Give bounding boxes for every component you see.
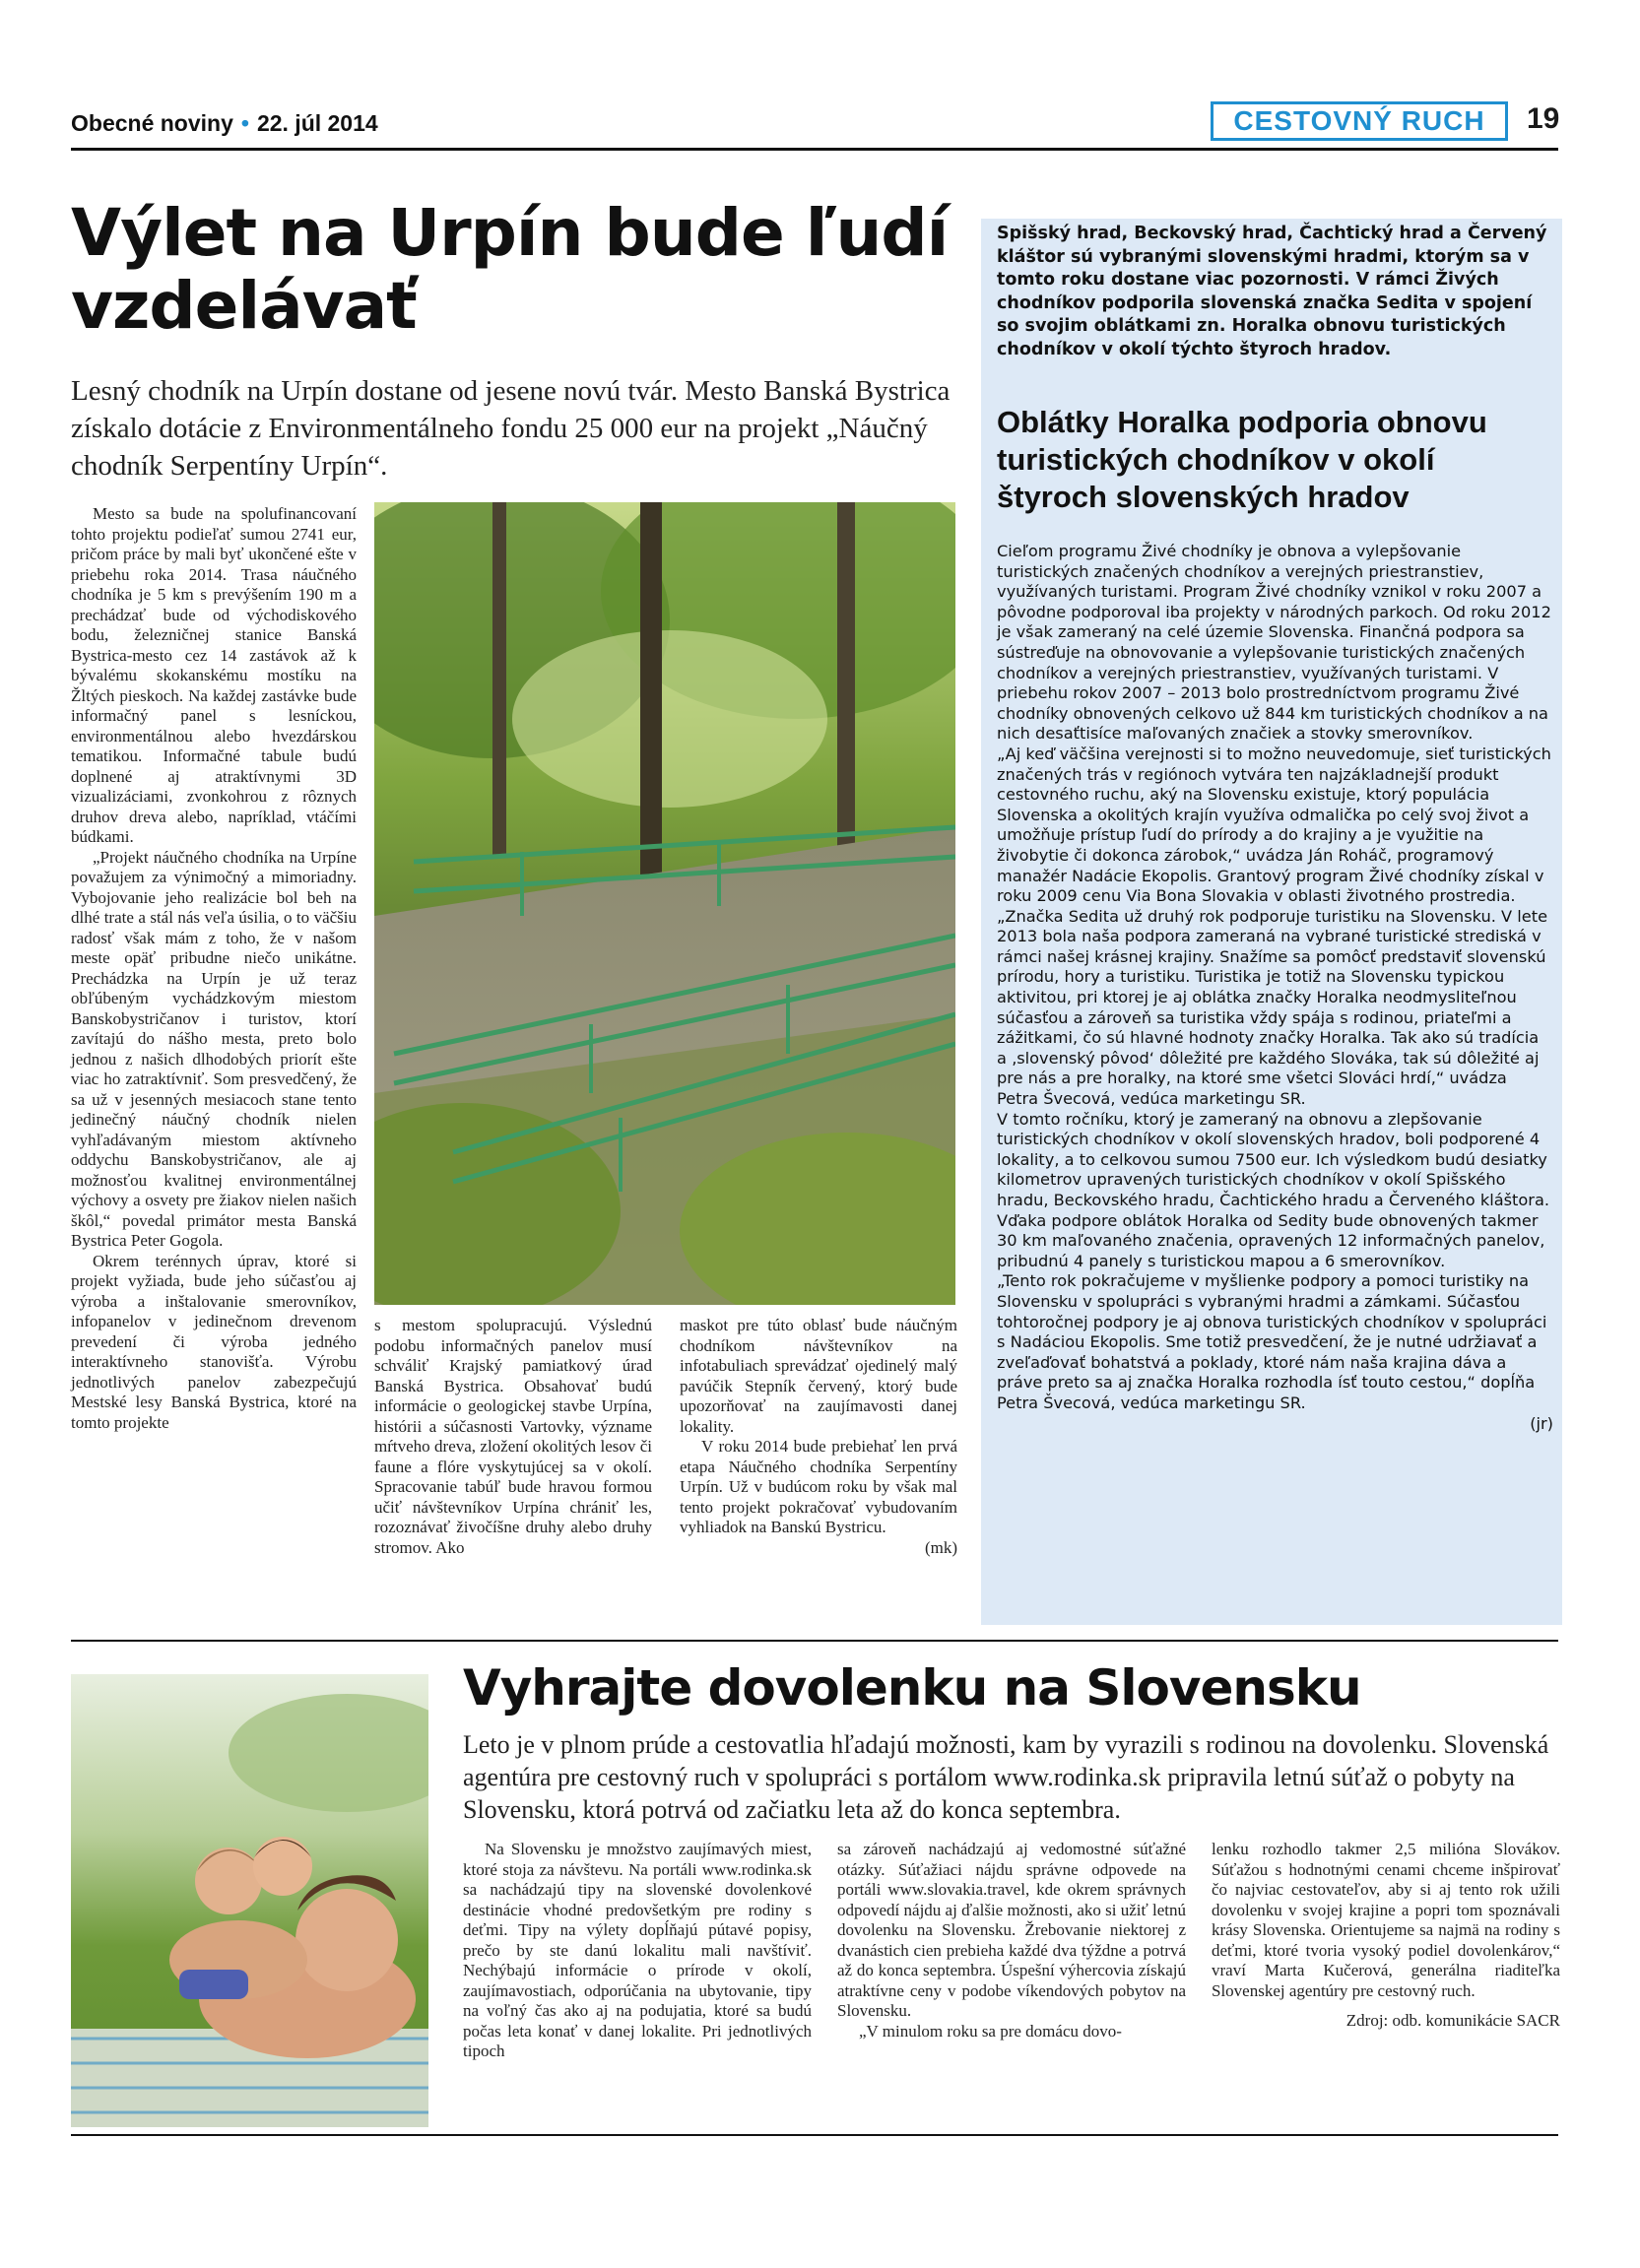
promo-credit: Zdroj: odb. komunikácie SACR [1345, 2011, 1560, 2030]
article-column-3 [680, 1316, 957, 1558]
sidebar-paragraph: „Značka Sedita už druhý rok podporuje turistiku na Slovensku. V lete 2013 bola naša podpora zameraná na vybrané turistické strediská v rámci našej krásnej krajiny. Snažíme sa pomôcť predstaviť slovenskú prírodu, hory a turistiku. Turistika je totiž na Slovensku typickou aktivitou, pri ktorej je aj oblátka značky Horalka neodmysliteľnou súčasťou a zároveň sa turistika vždy spája s rodinou, priateľmi a zážitkami, čo sú hlavné hodnoty značky Horalka. Tak ako sú tradícia a ‚slovenský pôvod‘ dôležité pre každého Slováka, tak sú dôležité aj pre nás a pre horalky, na ktoré sme všetci Slováci hrdí,“ uvádza Petra Švecová, vedúca marketingu SR. [997, 906, 1548, 1109]
top-rule [71, 148, 1558, 151]
article-paragraph: s mestom spolupracujú. Výslednú podobu informačných panelov musí schváliť Krajský pamiatkový úrad Banská Bystrica. Obsahovať budú informácie o geologickej stavbe Urpína, histórii a súčasnosti Vartovky, význame mŕtveho dreva, zložení okolitých lesov či faune a flóre vyskytujúcej sa v okolí. Spracovanie tabúľ bude hravou formou učiť návštevníkov Urpína chrániť les, rozoznávať živočíšne druhy alebo druhy stromov. Ako [374, 1316, 652, 1557]
sidebar-paragraph: Cieľom programu Živé chodníky je obnova a vylepšovanie turistických značených chodníkov a verejných priestranstiev, využívaných turistami. Program Živé chodníky vznikol v roku 2007 a pôvodne podporoval iba projekty v národných parkoch. Od roku 2012 je však zameraný na celé územie Slovenska. Finančná podpora sa sústreďuje na obnovovanie a vylepšovanie turistických značených chodníkov a verejných priestranstiev, využívaných turistami. V priebehu rokov 2007 – 2013 bolo prostredníctvom programu Živé chodníky obnovených celkovo už 844 km turistických chodníkov a na nich desaťtisíce maľovaných značiek a stovky smerovníkov. [997, 542, 1551, 744]
sidebar-paragraph: „Aj keď väčšina verejnosti si to možno neuvedomuje, sieť turistických značených trás v regiónoch vytvára ten najzákladnejší produkt cestovného ruchu, aký na Slovensku existuje, ktorý populácia Slovenska a okolitých krajín využíva odmalička po celý svoj život a umožňuje prístup ľudí do prírody a do krajiny a je využitie na živobytie či dokonca zárobok,“ uvádza Ján Roháč, programový manažér Nadácie Ekopolis. Grantový program Živé chodníky získal v roku 2009 cenu Via Bona Slovakia v oblasti životného prostredia. [997, 744, 1551, 906]
article-paragraph: Mesto sa bude na spolufinancovaní tohto projektu podieľať sumou 2741 eur, pričom práce by mali byť ukončené ešte v priebehu roka 2014. Trasa náučného chodníka je 5 km s prevýšením 190 m a prechádzať bude od východiskového bodu, železničnej stanice Banská Bystrica-mesto cez 14 zastávok až k bývalému skokanskému mostíku na Žltých pieskoch. Na každej zastávke bude informačný panel s lesníckou, environmentálnou alebo hvezdárskou tematikou. Informačné tabule budú doplnené aj atraktívnymi 3D vizualizáciami, zvonkohrou z rôznych druhov dreva alebo, napríklad, vtáčími búdkami. [71, 504, 357, 846]
article-paragraph: Okrem terénnych úprav, ktoré si projekt vyžiada, bude jeho súčasťou aj výroba a inštalovanie smerovníkov, infopanelov v jedinečnom drevenom prevedení či výroba jedného interaktívneho stanovišťa. Výrobu jednotlivých panelov zabezpečujú Mestské lesy Banská Bystrica, ktoré na tomto projekte [71, 1251, 357, 1432]
paper-name: Obecné noviny [71, 110, 233, 136]
section-rule [71, 1640, 1558, 1642]
masthead [71, 110, 378, 137]
article-column-1 [71, 504, 357, 1433]
promo-column-2 [837, 1840, 1186, 2041]
section-tag: CESTOVNÝ RUCH [1211, 101, 1508, 141]
issue-date: 22. júl 2014 [256, 110, 378, 136]
article-headline: Výlet na Urpín bude ľudí vzdelávať [71, 195, 949, 344]
sidebar-credit: (jr) [1530, 1413, 1553, 1433]
article-paragraph: maskot pre túto oblasť bude náučným chodníkom návštevníkov na infotabuliach sprevádzať ojedinelý malý pavúčik Stepník červený, ktorý bude upozorňovať na zaujímavosti danej lokality. [680, 1316, 957, 1436]
sidebar-intro: Spišský hrad, Beckovský hrad, Čachtický hrad a Červený kláštor sú vybranými slovenskými hradmi, ktorým sa v tomto roku dostane viac pozornosti. V rámci Živých chodníkov podporila slovenská značka Sedita v spojení so svojim oblátkami zn. Horalka obnovu turistických chodníkov v okolí týchto štyroch hradov. [997, 224, 1547, 359]
sidebar-body [997, 542, 1553, 1434]
separator-dot: • [240, 110, 249, 136]
article-lead: Lesný chodník na Urpín dostane od jesene novú tvár. Mesto Banská Bystrica získalo dotácie z Environmentálneho fondu 25 000 eur na projekt „Náučný chodník Serpentíny Urpín“. [71, 375, 951, 482]
promo-paragraph: Na Slovensku je množstvo zaujímavých miest, ktoré stoja za návštevu. Na portáli www.rodinka.sk sa nachádzajú tipy na slovenské dovolenkové destinácie vhodné predovšetkým pre rodiny s deťmi. Tipy na výlety dopĺňajú pútavé popisy, prečo by ste danú lokalitu mali navštíviť. Nechýbajú informácie o prírode v okolí, zaujímavostiach, odporúčania na ubytovanie, tipy na voľný čas ako aj na podujatia, ktoré sa budú počas leta konať v danej lokalite. Pri jednotlivých tipoch [463, 1840, 812, 2060]
page-number: 19 [1527, 102, 1560, 135]
promo-lead: Leto je v plnom prúde a cestovatlia hľadajú možnosti, kam by vyrazili s rodinou na dovolenku. Slovenská agentúra pre cestovný ruch v spolupráci s portálom www.rodinka.sk pripravila letnú súťaž o pobyty na Slovensku, ktorá potrvá od začiatku leta až do konca septembra. [463, 1730, 1549, 1824]
article-paragraph: V roku 2014 bude prebiehať len prvá etapa Náučného chodníka Serpentíny Urpín. Už v budúcom roku by však mal tento projekt pokračovať vybudovaním vyhliadok na Banskú Bystricu. [680, 1437, 957, 1536]
family-photo [71, 1674, 428, 2127]
promo-column-3 [1212, 1840, 1560, 2032]
bottom-rule [71, 2134, 1558, 2136]
sidebar-paragraph: „Tento rok pokračujeme v myšlienke podpory a pomoci turistiky na Slovensku v spolupráci s vybranými hradmi a zámkami. Súčasťou tohtoročnej podpory je aj obnova turistických chodníkov v spolupráci s Nadáciou Ekopolis. Sme totiž presvedčení, že je nutné udržiavať a zveľaďovať bohatstvá a poklady, ktoré nám naša krajina dáva a práve preto sa aj značka Horalka rozhodla ísť touto cestou,“ dopĺňa Petra Švecová, vedúca marketingu SR. [997, 1271, 1547, 1412]
promo-headline: Vyhrajte dovolenku na Slovensku [463, 1659, 1361, 1717]
article-paragraph: „Projekt náučného chodníka na Urpíne považujem za výnimočný a mimoriadny. Vybojovanie jeho realizácie bol beh na dlhé trate a stál nás veľa úsilia, o to väčšiu radosť však mám z toho, že v našom meste opäť pribudne niečo unikátne. Prechádzka na Urpín je už teraz obľúbeným vychádzkovým miestom Banskobystričanov i turistov, ktorí zavítajú do nášho mesta, preto bolo jednou z našich dlhodobých priorít ešte viac ho zatraktívniť. Som presvedčený, že sa už v jesenných mesiacoch stane tento jedinečný náučný chodník nielen vyhľadávaným miestom aktívneho oddychu Banskobystričanov, ale aj možnosťou kvalitnej environmentálnej výchovy a osvety pre žiakov nielen našich škôl,“ povedal primátor mesta Banská Bystrica Peter Gogola. [71, 847, 357, 1250]
sidebar-title: Oblátky Horalka podporia obnovu turistických chodníkov v okolí štyroch slovenských hradov [997, 405, 1487, 514]
promo-paragraph: lenku rozhodlo takmer 2,5 milióna Slovákov. Súťažou s hodnotnými cenami chceme inšpirovať čo najviac cestovateľov, aby si aj tento rok užili dovolenku v svojej krajine a popri tom spoznávali krásy Slovenska. Orientujeme sa najmä na rodiny s deťmi, ktoré tvoria vysoký podiel dovolenkárov,“ vraví Marta Kučerová, generálna riaditeľka Slovenskej agentúry pre cestovný ruch. [1212, 1840, 1560, 2000]
promo-column-1 [463, 1840, 812, 2062]
article-column-2 [374, 1316, 652, 1558]
promo-paragraph: sa zároveň nachádzajú aj vedomostné súťažné otázky. Súťažiaci nájdu správne odpovede na portáli www.slovakia.travel, kde okrem správnych odpovedí nájdu aj ďalšie možnosti, ako si užiť letnú dovolenku na Slovensku. Žrebovanie niektorej z dvanástich cien prebieha každé dva týždne a potrvá až do konca septembra. Úspešní výhercovia získajú atraktívne ceny v podobe víkendových pobytov na Slovensku. [837, 1840, 1186, 2020]
article-credit: (mk) [924, 1537, 957, 1557]
promo-paragraph: „V minulom roku sa pre domácu dovo- [859, 2021, 1122, 2041]
forest-path-photo [374, 502, 955, 1305]
sidebar-paragraph: V tomto ročníku, ktorý je zameraný na obnovu a zlepšovanie turistických chodníkov v okolí slovenských hradov, boli podporené 4 lokality, a to celkovou sumou 7500 eur. Ich výsledkom budú desiatky kilometrov upravených turistických chodníkov v okolí Spišského hradu, Beckovského hradu, Čachtického hradu a Červeného kláštora. Vďaka podpore oblátok Horalka od Sedity bude obnovených takmer 30 km maľovaného značenia, opravených 12 informačných panelov, pribudnú 4 panely s turistickou mapou a 6 smerovníkov. [997, 1109, 1550, 1270]
